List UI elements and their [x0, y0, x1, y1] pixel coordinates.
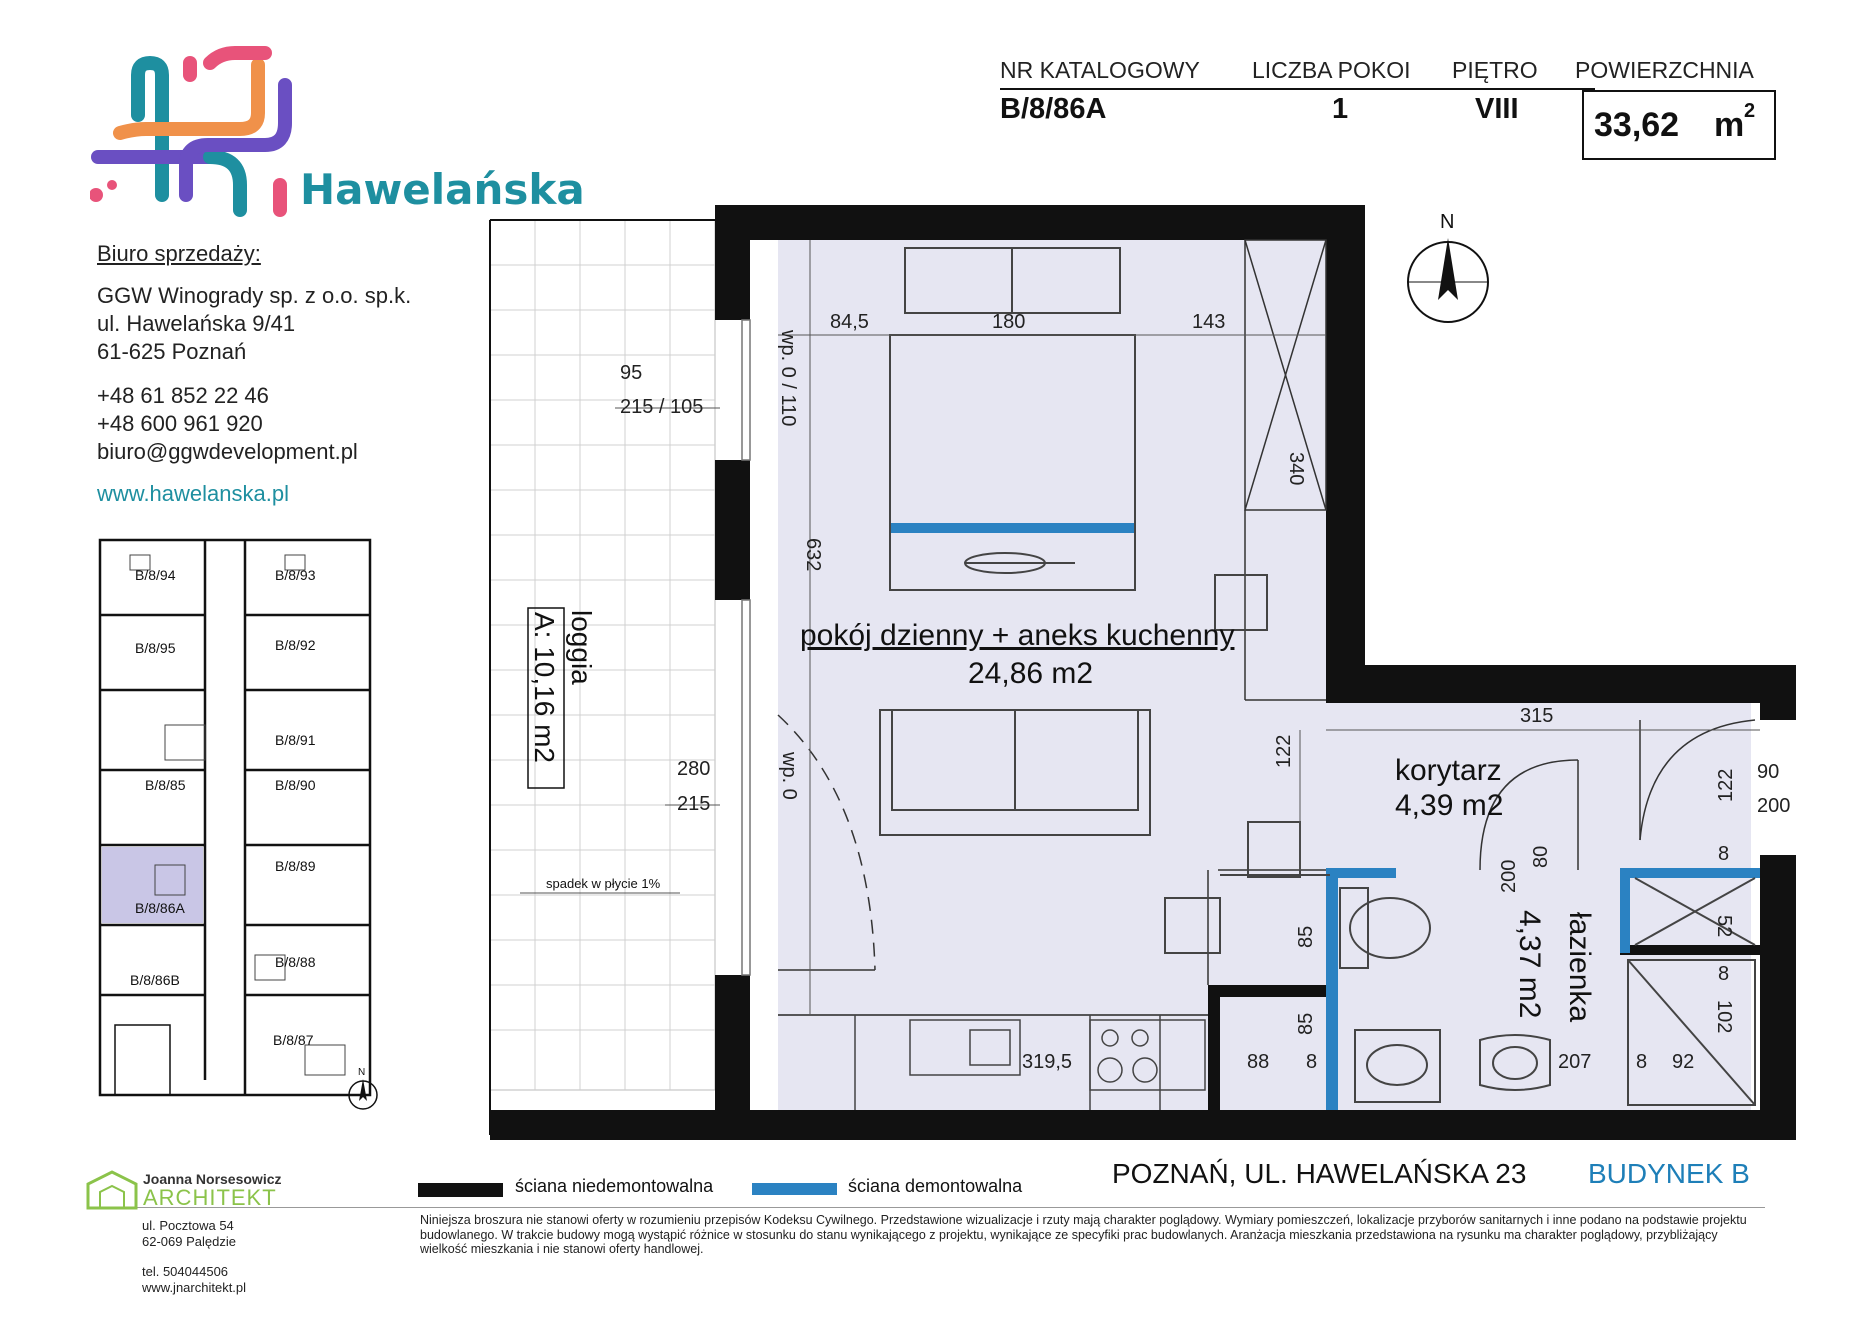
floor-label: PIĘTRO [1452, 57, 1538, 83]
loggia-area [490, 220, 715, 1135]
keyplan-unit: B/8/93 [275, 567, 316, 583]
office-email[interactable]: biuro@ggwdevelopment.pl [97, 439, 358, 464]
keyplan-unit: B/8/88 [275, 954, 316, 970]
room-name-bathroom: łazienka [1563, 912, 1596, 1023]
slope-note: spadek w płycie 1% [546, 876, 661, 891]
architect-tel[interactable]: tel. 504044506 [142, 1264, 229, 1279]
brand-name: Hawelańska [300, 165, 585, 214]
architect-logo-icon [86, 1170, 138, 1210]
dim-632: 632 [802, 538, 824, 572]
keyplan-unit: B/8/89 [275, 858, 316, 874]
legend-removable-label: ściana demontowalna [848, 1176, 1023, 1196]
area-unit: m [1714, 106, 1745, 144]
room-area-corridor: 4,39 m2 [1395, 789, 1504, 822]
windows [742, 320, 750, 975]
dim-88: 88 [1247, 1051, 1270, 1073]
keyplan-unit: B/8/86B [130, 972, 180, 988]
dim-215: 215 [677, 793, 711, 815]
office-heading: Biuro sprzedaży: [97, 241, 261, 266]
office-phone1[interactable]: +48 61 852 22 46 [97, 383, 269, 408]
dim-122b: 122 [1715, 768, 1737, 802]
legend-fixed-label: ściana niedemontowalna [515, 1176, 714, 1196]
rooms-value: 1 [1332, 93, 1349, 125]
keyplan-unit: B/8/85 [145, 777, 186, 793]
dim-85b: 85 [1295, 1012, 1317, 1035]
dim-215-105: 215 / 105 [620, 396, 704, 418]
dim-8c: 8 [1306, 1051, 1318, 1073]
rooms-label: LICZBA POKOI [1252, 57, 1411, 83]
keyplan-compass-n: N [358, 1067, 366, 1078]
dim-wp0: wp. 0 [778, 752, 800, 800]
office-website[interactable]: www.hawelanska.pl [97, 481, 289, 506]
office-street: ul. Hawelańska 9/41 [97, 311, 296, 336]
keyplan-unit: B/8/94 [135, 567, 176, 583]
dim-90: 90 [1757, 761, 1780, 783]
key-plan [95, 535, 385, 1125]
architect-street: ul. Pocztowa 54 [142, 1218, 234, 1233]
keyplan-unit: B/8/90 [275, 777, 316, 793]
dim-92: 92 [1672, 1051, 1695, 1073]
catalog-value: B/8/86A [1000, 93, 1107, 125]
area-sup: 2 [1744, 100, 1756, 122]
dim-315: 315 [1520, 705, 1554, 727]
architect-web[interactable]: www.jnarchitekt.pl [142, 1280, 247, 1295]
dim-80: 80 [1530, 845, 1552, 868]
footer-building: BUDYNEK B [1588, 1158, 1750, 1189]
architect-city: 62-069 Palędzie [142, 1234, 236, 1249]
dim-102: 102 [1713, 1000, 1735, 1034]
office-company: GGW Winogrady sp. z o.o. sp.k. [97, 283, 412, 308]
footer-rule [95, 1207, 1765, 1208]
area-label: POWIERZCHNIA [1575, 57, 1754, 83]
room-area-bathroom: 4,37 m2 [1513, 910, 1546, 1019]
dim-84: 84,5 [830, 311, 869, 333]
legend-removable-swatch [752, 1183, 837, 1195]
room-area-living: 24,86 m2 [968, 657, 1094, 690]
dim-wp0-110: wp. 0 / 110 [777, 330, 799, 427]
keyplan-compass [349, 1067, 377, 1109]
dim-95: 95 [620, 362, 643, 384]
dim-122a: 122 [1273, 734, 1295, 768]
dim-340: 340 [1285, 452, 1307, 486]
dim-85a: 85 [1295, 925, 1317, 948]
dim-200b: 200 [1498, 859, 1520, 893]
footer-address: POZNAŃ, UL. HAWELAŃSKA 23 [1112, 1158, 1527, 1189]
dim-280: 280 [677, 758, 711, 780]
keyplan-unit: B/8/95 [135, 640, 176, 656]
keyplan-unit: B/8/92 [275, 637, 316, 653]
catalog-label: NR KATALOGOWY [1000, 57, 1200, 83]
architect-name: Joanna Norsesowicz [143, 1171, 282, 1187]
legend-fixed-swatch [418, 1183, 503, 1197]
north-compass [1408, 211, 1488, 322]
dim-8d: 8 [1636, 1051, 1648, 1073]
dim-180: 180 [992, 311, 1026, 333]
dim-52: 52 [1713, 915, 1735, 938]
area-value: 33,62 [1594, 106, 1680, 144]
room-area-loggia: A: 10,16 m2 [529, 612, 560, 763]
dim-8a: 8 [1718, 843, 1730, 865]
compass-n: N [1440, 211, 1455, 233]
office-phone2[interactable]: +48 600 961 920 [97, 411, 263, 436]
keyplan-unit: B/8/86A [135, 900, 185, 916]
room-name-loggia: loggia [566, 610, 597, 685]
dim-8b: 8 [1718, 963, 1730, 985]
keyplan-unit: B/8/91 [275, 732, 316, 748]
room-name-corridor: korytarz [1395, 754, 1502, 787]
architect-word: ARCHITEKT [143, 1185, 277, 1210]
disclaimer: Niniejsza broszura nie stanowi oferty w rozumieniu przepisów Kodeksu Cywilnego. Przedstawione wizualizacje i rzuty mają charakter poglądowy. Wymiary pomieszczeń, lokalizacje przyborów sanitarnych i inne podano na podstawie projektu budowlanego. W trakcie budowy mogą wystąpić różnice w stosunku do stanu wynikającego z projektu, wynikające ze specyfiki prac budowlanych. Aranżacja mieszkania przedstawiona na rysunku ma charakter poglądowy, przybliżający wielkość mieszkania i nie stanowi oferty handlowej. [420, 1213, 1747, 1256]
dim-143: 143 [1192, 311, 1226, 333]
architect-contact [142, 1218, 246, 1296]
dim-200a: 200 [1757, 795, 1791, 817]
dim-319: 319,5 [1022, 1051, 1073, 1073]
dim-207: 207 [1558, 1051, 1592, 1073]
keyplan-unit: B/8/87 [273, 1032, 314, 1048]
room-name-living: pokój dzienny + aneks kuchenny [800, 619, 1235, 652]
floor-value: VIII [1475, 93, 1519, 125]
office-city: 61-625 Poznań [97, 339, 247, 364]
